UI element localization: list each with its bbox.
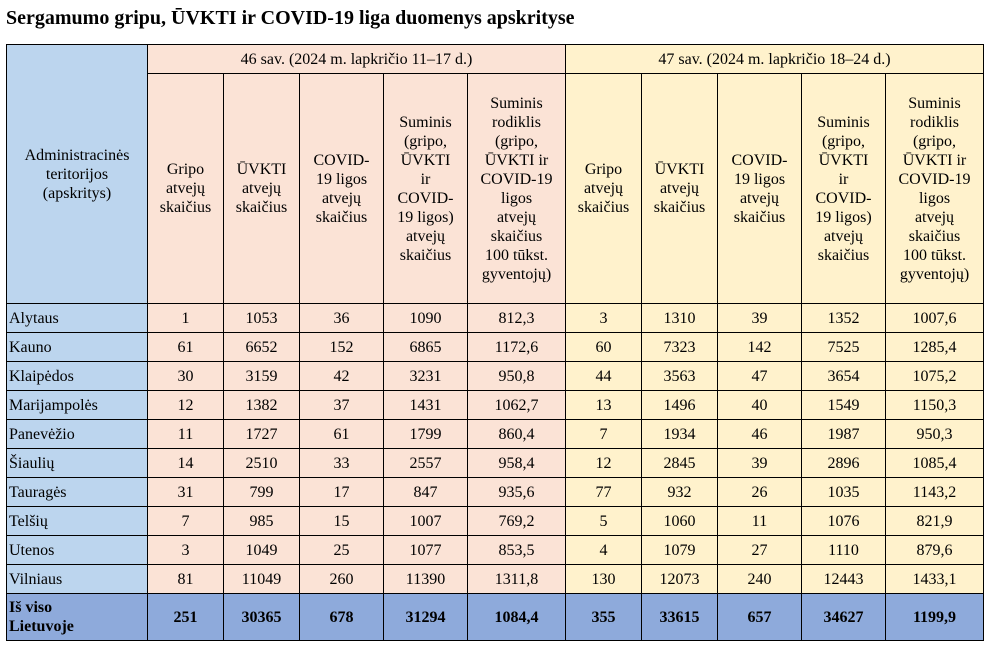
- cell-total-cases: 1035: [802, 478, 886, 507]
- table-row: [7, 536, 984, 565]
- w46-col-header-rate-per-100k: [468, 74, 566, 304]
- cell-flu-cases: 77: [566, 478, 642, 507]
- cell-flu-cases: 81: [148, 565, 224, 594]
- cell-total-cases: 1352: [802, 304, 886, 333]
- cell-total-cases: 3231: [384, 362, 468, 391]
- table-row: [7, 478, 984, 507]
- header-line: gyventojų): [481, 265, 552, 283]
- cell-covid-cases: 260: [300, 565, 384, 594]
- cell-covid-cases: 17: [300, 478, 384, 507]
- header-line: skaičius: [733, 208, 786, 226]
- header-line: Iš viso: [9, 599, 53, 616]
- header-line: atvejų: [659, 180, 700, 197]
- cell-flu-cases: 1: [148, 304, 224, 333]
- header-line: ir: [420, 170, 431, 188]
- header-line: rodiklis: [492, 113, 541, 131]
- total-aris-cases: 30365: [224, 594, 300, 641]
- header-line: atvejų: [496, 208, 537, 226]
- cell-covid-cases: 240: [718, 565, 802, 594]
- cell-covid-cases: 40: [718, 391, 802, 420]
- w47-col-header-rate-per-100k: [886, 74, 984, 304]
- cell-rate-per-100k: 860,4: [468, 420, 566, 449]
- cell-total-cases: 1549: [802, 391, 886, 420]
- table-row: [7, 304, 984, 333]
- region-name: Tauragės: [7, 478, 148, 507]
- header-line: atvejų: [583, 180, 624, 197]
- cell-aris-cases: 3159: [224, 362, 300, 391]
- cell-rate-per-100k: 1150,3: [886, 391, 984, 420]
- cell-flu-cases: 7: [148, 507, 224, 536]
- cell-flu-cases: 11: [148, 420, 224, 449]
- header-line: 100 tūkst.: [484, 246, 549, 264]
- table-row: [7, 362, 984, 391]
- header-line: (gripo,: [821, 132, 866, 150]
- header-line: Suminis: [817, 113, 870, 131]
- header-line: skaičius: [490, 227, 543, 245]
- cell-flu-cases: 4: [566, 536, 642, 565]
- cell-rate-per-100k: 1075,2: [886, 362, 984, 391]
- header-line: atvejų: [914, 208, 955, 226]
- cell-covid-cases: 11: [718, 507, 802, 536]
- cell-total-cases: 1090: [384, 304, 468, 333]
- header-line: ŪVKTI: [400, 151, 451, 169]
- header-line: Suminis: [399, 113, 452, 131]
- header-line: 19 ligos): [397, 208, 454, 226]
- total-aris-cases: 33615: [642, 594, 718, 641]
- cell-rate-per-100k: 1433,1: [886, 565, 984, 594]
- cell-covid-cases: 61: [300, 420, 384, 449]
- cell-aris-cases: 2845: [642, 449, 718, 478]
- w47-col-header-aris-cases: [642, 74, 718, 304]
- header-line: gyventojų): [899, 265, 970, 283]
- cell-aris-cases: 1060: [642, 507, 718, 536]
- cell-covid-cases: 26: [718, 478, 802, 507]
- cell-aris-cases: 1934: [642, 420, 718, 449]
- cell-flu-cases: 31: [148, 478, 224, 507]
- region-name: Alytaus: [7, 304, 148, 333]
- cell-flu-cases: 7: [566, 420, 642, 449]
- cell-rate-per-100k: 1285,4: [886, 333, 984, 362]
- cell-covid-cases: 46: [718, 420, 802, 449]
- cell-aris-cases: 932: [642, 478, 718, 507]
- header-line: 100 tūkst.: [902, 246, 967, 264]
- total-total-cases: 31294: [384, 594, 468, 641]
- cell-aris-cases: 985: [224, 507, 300, 536]
- header-line: (apskritys): [42, 184, 112, 202]
- header-line: Administracinės: [24, 146, 130, 164]
- table-row: [7, 420, 984, 449]
- cell-covid-cases: 33: [300, 449, 384, 478]
- cell-aris-cases: 1310: [642, 304, 718, 333]
- cell-rate-per-100k: 1007,6: [886, 304, 984, 333]
- cell-total-cases: 1799: [384, 420, 468, 449]
- cell-aris-cases: 6652: [224, 333, 300, 362]
- cell-flu-cases: 14: [148, 449, 224, 478]
- region-name: Marijampolės: [7, 391, 148, 420]
- region-column-header: [7, 45, 148, 304]
- header-line: 19 ligos: [315, 170, 368, 188]
- cell-rate-per-100k: 950,3: [886, 420, 984, 449]
- region-name: Telšių: [7, 507, 148, 536]
- table-row: [7, 507, 984, 536]
- header-line: skaičius: [235, 199, 288, 216]
- cell-flu-cases: 3: [148, 536, 224, 565]
- cell-aris-cases: 1382: [224, 391, 300, 420]
- header-line: atvejų: [739, 189, 780, 207]
- cell-covid-cases: 47: [718, 362, 802, 391]
- total-label: [7, 594, 148, 641]
- w46-col-header-flu-cases: [148, 74, 224, 304]
- cell-aris-cases: 1496: [642, 391, 718, 420]
- cell-rate-per-100k: 769,2: [468, 507, 566, 536]
- header-line: 19 ligos): [815, 208, 872, 226]
- w47-col-header-covid-cases: [718, 74, 802, 304]
- header-line: skaičius: [653, 199, 706, 216]
- week-46-header: 46 sav. (2024 m. lapkričio 11–17 d.): [148, 45, 566, 74]
- cell-aris-cases: 1049: [224, 536, 300, 565]
- cell-total-cases: 1987: [802, 420, 886, 449]
- header-line: ŪVKTI: [654, 161, 705, 178]
- region-name: Vilniaus: [7, 565, 148, 594]
- cell-aris-cases: 7323: [642, 333, 718, 362]
- w46-col-header-total-cases: [384, 74, 468, 304]
- header-line: Lietuvoje: [9, 618, 74, 635]
- header-line: ŪVKTI ir: [902, 151, 967, 169]
- header-line: Gripo: [584, 161, 623, 178]
- cell-rate-per-100k: 853,5: [468, 536, 566, 565]
- header-line: atvejų: [321, 189, 362, 207]
- cell-flu-cases: 13: [566, 391, 642, 420]
- total-row: [7, 594, 984, 641]
- header-line: ligos: [500, 189, 533, 207]
- header-line: ŪVKTI: [236, 161, 287, 178]
- header-line: atvejų: [405, 227, 446, 245]
- header-line: rodiklis: [910, 113, 959, 131]
- header-line: COVID-: [313, 151, 370, 169]
- cell-flu-cases: 12: [566, 449, 642, 478]
- cell-rate-per-100k: 1143,2: [886, 478, 984, 507]
- header-line: ŪVKTI: [818, 151, 869, 169]
- total-flu-cases: 251: [148, 594, 224, 641]
- cell-total-cases: 12443: [802, 565, 886, 594]
- header-line: COVID-19: [898, 170, 971, 188]
- header-line: skaičius: [315, 208, 368, 226]
- cell-flu-cases: 130: [566, 565, 642, 594]
- cell-covid-cases: 42: [300, 362, 384, 391]
- cell-flu-cases: 30: [148, 362, 224, 391]
- cell-total-cases: 1076: [802, 507, 886, 536]
- cell-rate-per-100k: 879,6: [886, 536, 984, 565]
- header-line: atvejų: [165, 180, 206, 197]
- cell-aris-cases: 1727: [224, 420, 300, 449]
- cell-covid-cases: 15: [300, 507, 384, 536]
- cell-covid-cases: 36: [300, 304, 384, 333]
- header-line: atvejų: [241, 180, 282, 197]
- cell-covid-cases: 39: [718, 304, 802, 333]
- cell-total-cases: 11390: [384, 565, 468, 594]
- cell-rate-per-100k: 812,3: [468, 304, 566, 333]
- cell-covid-cases: 142: [718, 333, 802, 362]
- cell-rate-per-100k: 1085,4: [886, 449, 984, 478]
- region-name: Šiaulių: [7, 449, 148, 478]
- header-line: skaičius: [399, 246, 452, 264]
- cell-total-cases: 7525: [802, 333, 886, 362]
- cell-total-cases: 6865: [384, 333, 468, 362]
- header-line: skaičius: [908, 227, 961, 245]
- header-line: ŪVKTI ir: [484, 151, 549, 169]
- w47-col-header-flu-cases: [566, 74, 642, 304]
- cell-flu-cases: 61: [148, 333, 224, 362]
- cell-aris-cases: 3563: [642, 362, 718, 391]
- cell-covid-cases: 25: [300, 536, 384, 565]
- header-line: atvejų: [823, 227, 864, 245]
- cell-aris-cases: 11049: [224, 565, 300, 594]
- cell-total-cases: 1077: [384, 536, 468, 565]
- cell-rate-per-100k: 1311,8: [468, 565, 566, 594]
- w46-col-header-aris-cases: [224, 74, 300, 304]
- total-covid-cases: 657: [718, 594, 802, 641]
- header-line: ligos: [918, 189, 951, 207]
- cell-flu-cases: 5: [566, 507, 642, 536]
- w47-col-header-total-cases: [802, 74, 886, 304]
- cell-total-cases: 1431: [384, 391, 468, 420]
- cell-flu-cases: 44: [566, 362, 642, 391]
- cell-total-cases: 847: [384, 478, 468, 507]
- cell-flu-cases: 60: [566, 333, 642, 362]
- header-line: (gripo,: [403, 132, 448, 150]
- cell-rate-per-100k: 935,6: [468, 478, 566, 507]
- region-name: Panevėžio: [7, 420, 148, 449]
- cell-total-cases: 1007: [384, 507, 468, 536]
- header-line: 19 ligos: [733, 170, 786, 188]
- table-row: [7, 333, 984, 362]
- data-table-container: [6, 44, 984, 641]
- region-name: Klaipėdos: [7, 362, 148, 391]
- cell-total-cases: 3654: [802, 362, 886, 391]
- cell-covid-cases: 39: [718, 449, 802, 478]
- cell-total-cases: 2896: [802, 449, 886, 478]
- cell-aris-cases: 2510: [224, 449, 300, 478]
- header-line: teritorijos: [45, 165, 109, 183]
- header-line: (gripo,: [494, 132, 539, 150]
- cell-rate-per-100k: 1172,6: [468, 333, 566, 362]
- cell-aris-cases: 799: [224, 478, 300, 507]
- cell-rate-per-100k: 821,9: [886, 507, 984, 536]
- header-line: ir: [838, 170, 849, 188]
- total-rate-per-100k: 1084,4: [468, 594, 566, 641]
- header-line: COVID-: [397, 189, 454, 207]
- header-line: skaičius: [159, 199, 212, 216]
- w46-col-header-covid-cases: [300, 74, 384, 304]
- header-line: skaičius: [577, 199, 630, 216]
- data-table: [6, 44, 984, 641]
- cell-flu-cases: 3: [566, 304, 642, 333]
- table-row: [7, 391, 984, 420]
- header-line: Gripo: [166, 161, 205, 178]
- cell-rate-per-100k: 958,4: [468, 449, 566, 478]
- total-total-cases: 34627: [802, 594, 886, 641]
- header-line: COVID-: [731, 151, 788, 169]
- region-name: Utenos: [7, 536, 148, 565]
- page-title: Sergamumo gripu, ŪVKTI ir COVID-19 liga duomenys apskrityse: [6, 7, 575, 29]
- cell-covid-cases: 37: [300, 391, 384, 420]
- header-line: COVID-19: [480, 170, 553, 188]
- table-row: [7, 449, 984, 478]
- cell-rate-per-100k: 1062,7: [468, 391, 566, 420]
- header-line: (gripo,: [912, 132, 957, 150]
- region-name: Kauno: [7, 333, 148, 362]
- table-row: [7, 565, 984, 594]
- cell-covid-cases: 152: [300, 333, 384, 362]
- total-covid-cases: 678: [300, 594, 384, 641]
- cell-rate-per-100k: 950,8: [468, 362, 566, 391]
- header-line: COVID-: [815, 189, 872, 207]
- cell-aris-cases: 1053: [224, 304, 300, 333]
- total-flu-cases: 355: [566, 594, 642, 641]
- cell-aris-cases: 1079: [642, 536, 718, 565]
- total-rate-per-100k: 1199,9: [886, 594, 984, 641]
- header-line: Suminis: [490, 94, 543, 112]
- cell-covid-cases: 27: [718, 536, 802, 565]
- cell-flu-cases: 12: [148, 391, 224, 420]
- cell-aris-cases: 12073: [642, 565, 718, 594]
- header-line: Suminis: [908, 94, 961, 112]
- cell-total-cases: 1110: [802, 536, 886, 565]
- week-47-header: 47 sav. (2024 m. lapkričio 18–24 d.): [566, 45, 984, 74]
- cell-total-cases: 2557: [384, 449, 468, 478]
- header-line: skaičius: [817, 246, 870, 264]
